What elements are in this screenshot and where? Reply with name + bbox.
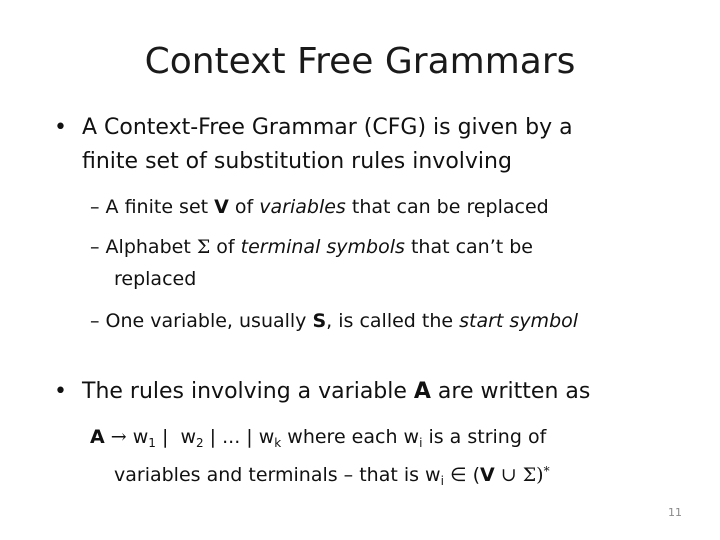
bullet-marker: • — [54, 379, 67, 404]
dash-marker: – — [90, 196, 100, 218]
sigma-symbol: Σ — [522, 464, 537, 486]
subscript-1: 1 — [148, 436, 156, 450]
subscript-i: i — [440, 474, 444, 488]
w: w — [132, 426, 149, 448]
term-variables: variables — [259, 196, 346, 218]
sub-bullet-alphabet-line-2: replaced — [114, 268, 197, 290]
subscript-k: k — [274, 436, 282, 450]
text: is a string of — [422, 426, 547, 448]
sub-bullet-start-symbol — [90, 306, 578, 336]
symbol-a: A — [90, 426, 105, 448]
bullet-2-line — [82, 376, 590, 408]
text: are written as — [430, 379, 591, 404]
text: One variable, usually — [105, 310, 313, 332]
subscript-i: i — [419, 436, 423, 450]
rule-line-2 — [114, 456, 550, 496]
symbol-v: V — [480, 464, 495, 486]
text: , is called the — [326, 310, 460, 332]
symbol-a: A — [413, 379, 431, 404]
bullet-marker: • — [54, 115, 67, 140]
slide-number: 11 — [668, 506, 682, 519]
dash-marker: – — [90, 236, 100, 258]
term-start-symbol: start symbol — [459, 310, 579, 332]
text: | — [155, 426, 175, 448]
symbol-s: S — [312, 310, 327, 332]
text: that can be replaced — [345, 196, 549, 218]
w: w — [258, 426, 275, 448]
text: that can’t be — [404, 236, 533, 258]
subscript-2: 2 — [196, 436, 204, 450]
term-terminal-symbols: terminal symbols — [240, 236, 405, 258]
text: ∈ ( — [443, 464, 480, 486]
text: of — [228, 196, 260, 218]
kleene-star: * — [543, 464, 550, 478]
slide-title: Context Free Grammars — [144, 41, 576, 82]
w: w — [180, 426, 196, 448]
text: variables and terminals – that is w — [114, 464, 441, 486]
paren: ) — [536, 464, 544, 486]
text: Alphabet — [105, 236, 197, 258]
arrow-symbol: → — [110, 426, 127, 448]
text: The rules involving a variable — [82, 379, 414, 404]
union-symbol: ∪ — [494, 464, 523, 486]
sigma-symbol: Σ — [196, 236, 211, 258]
text: where each w — [281, 426, 420, 448]
bullet-1-line-2: finite set of substitution rules involving — [82, 149, 512, 174]
symbol-v: V — [214, 196, 229, 218]
text: | ... | — [203, 426, 259, 448]
text: of — [210, 236, 241, 258]
text: A finite set — [105, 196, 215, 218]
rule-line-1 — [90, 422, 546, 458]
dash-marker: – — [90, 310, 100, 332]
bullet-1-line-1: A Context-Free Grammar (CFG) is given by a — [82, 115, 573, 140]
sub-bullet-variables — [90, 192, 549, 222]
sub-bullet-alphabet — [90, 232, 533, 262]
